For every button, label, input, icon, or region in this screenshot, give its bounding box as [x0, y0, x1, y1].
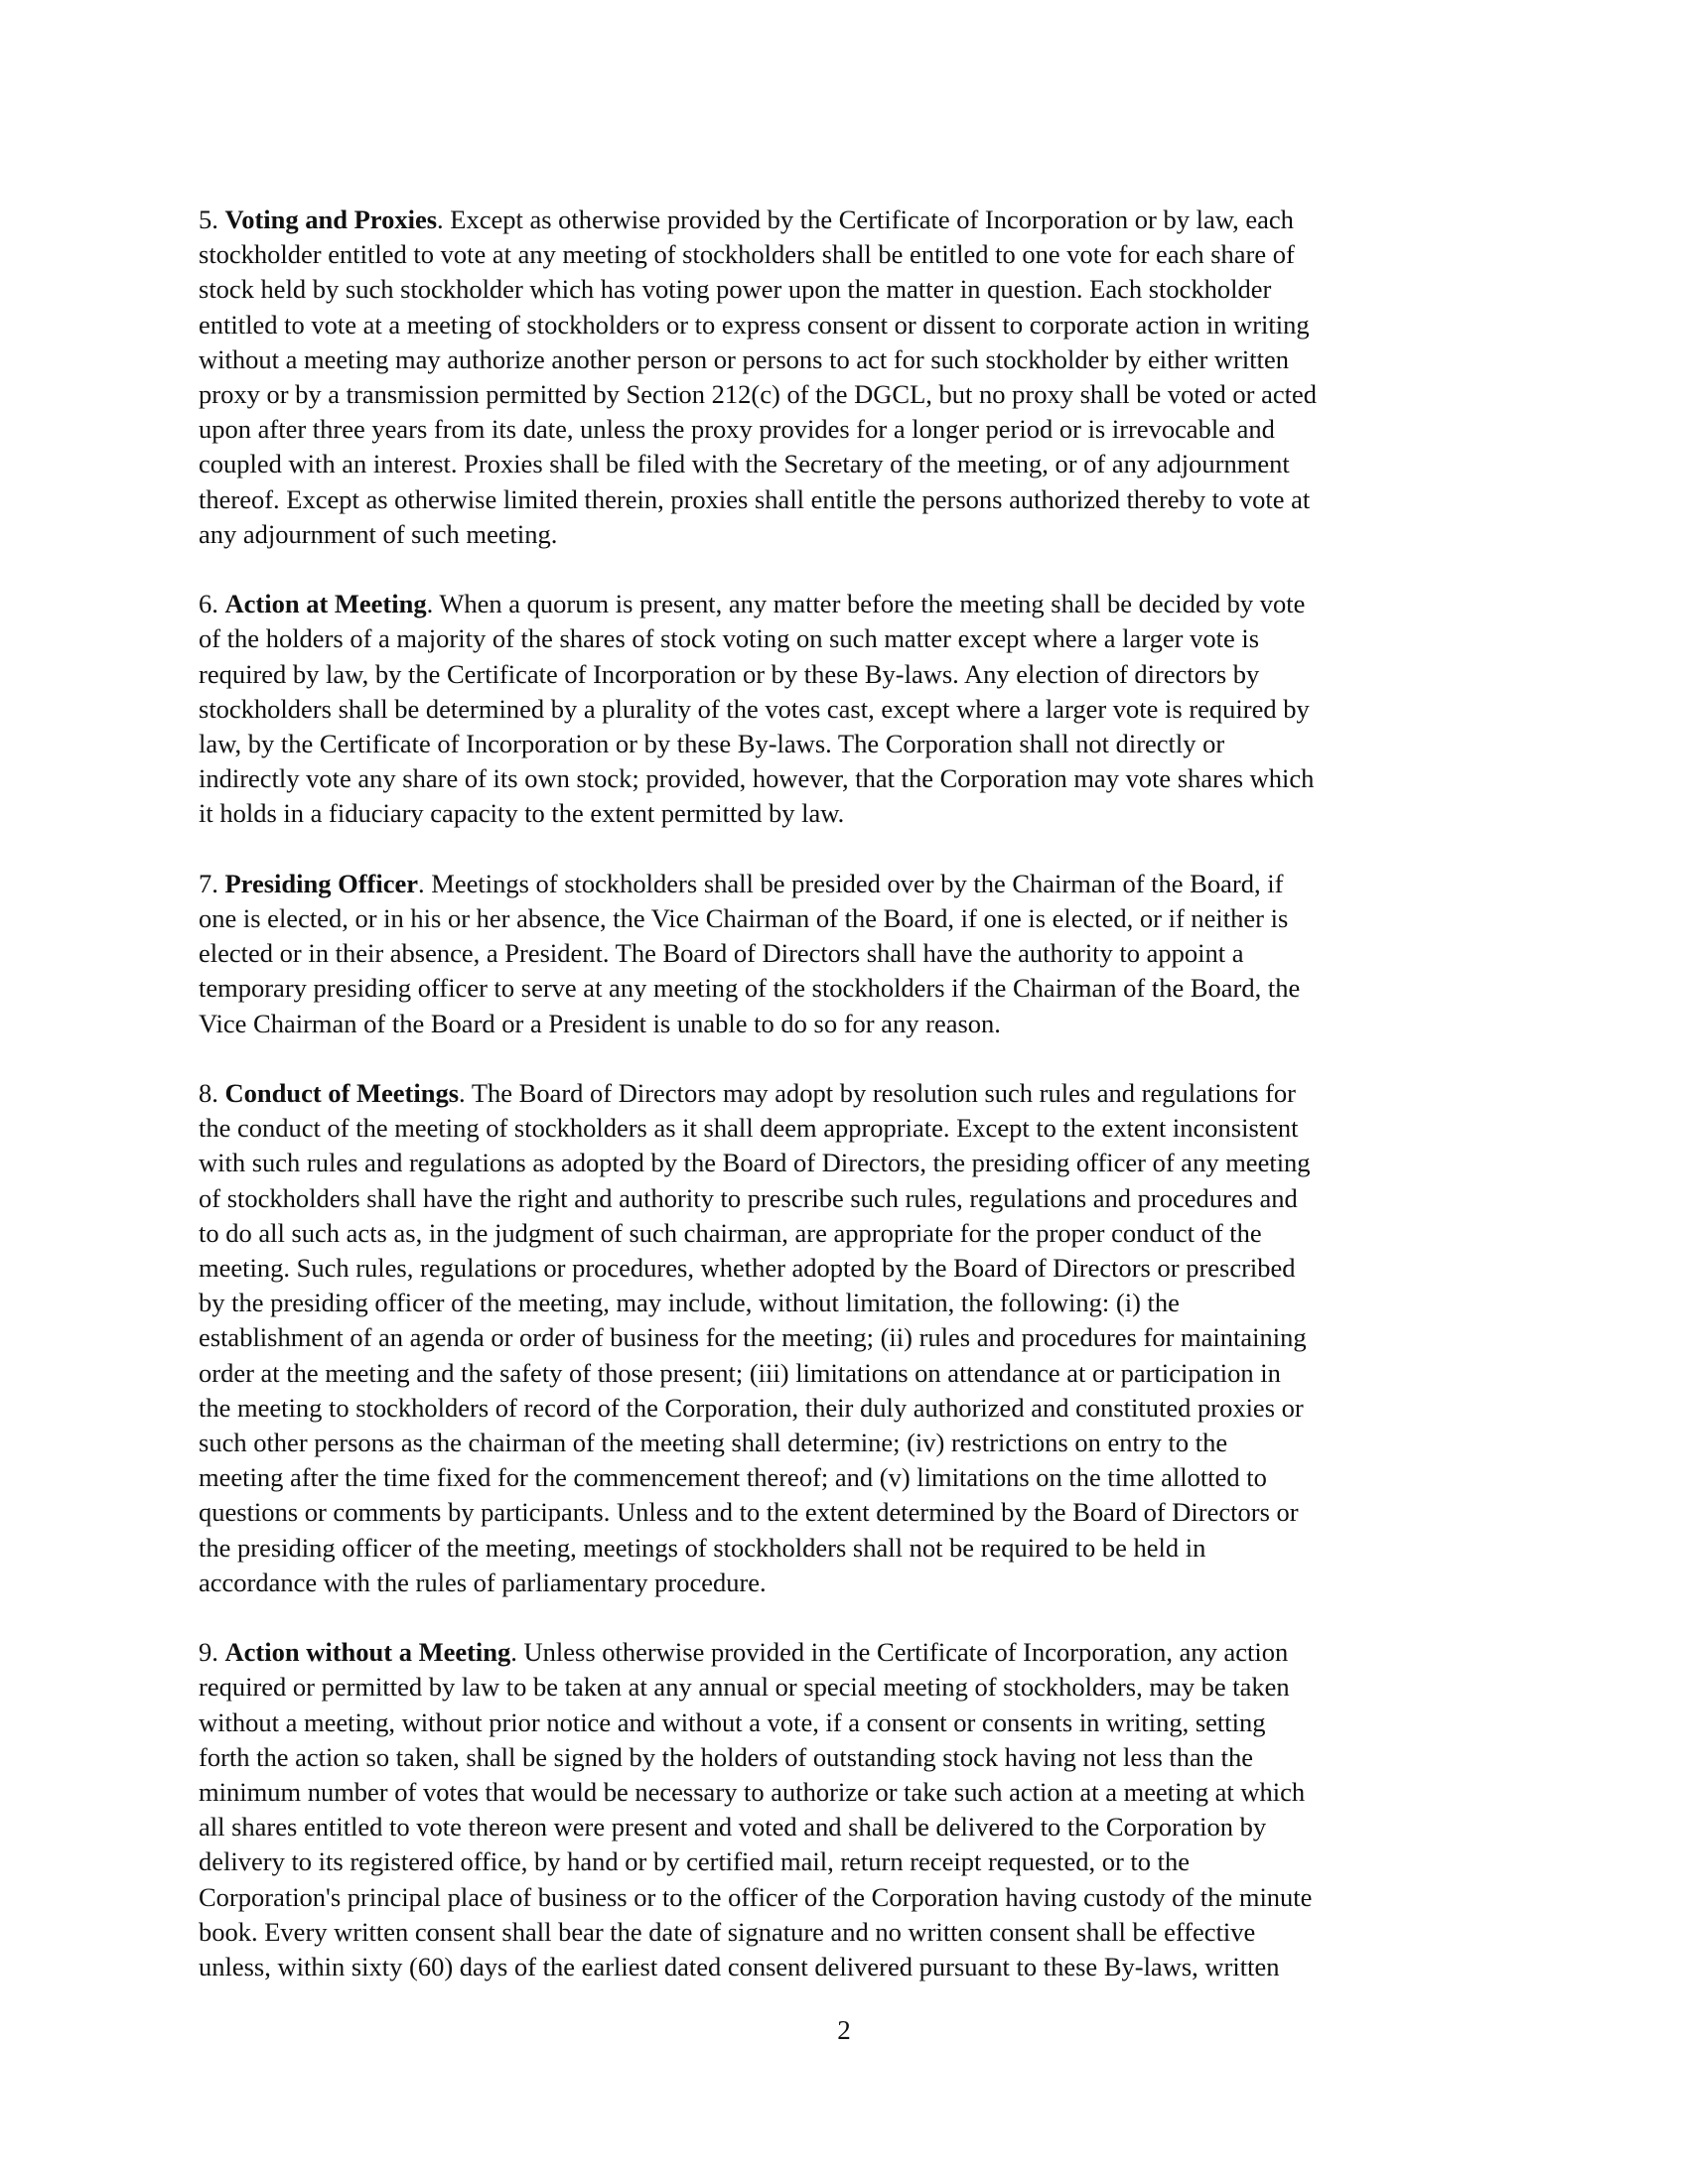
page-number: 2	[837, 2015, 851, 2045]
paragraph-line: questions or comments by participants. Unless and to the extent determined by the Board of Directors or	[199, 1497, 1299, 1528]
section-8-conduct-of-meetings	[199, 1076, 1499, 1600]
paragraph-line: meeting. Such rules, regulations or procedures, whether adopted by the Board of Directors or prescribed	[199, 1253, 1296, 1284]
paragraph-line: 9. Action without a Meeting. Unless otherwise provided in the Certificate of Incorporation, any action	[199, 1637, 1289, 1668]
paragraph-line: indirectly vote any share of its own stock; provided, however, that the Corporation may vote shares which	[199, 763, 1315, 794]
section-5-voting-and-proxies	[199, 203, 1499, 552]
paragraph-line: law, by the Certificate of Incorporation or by these By-laws. The Corporation shall not directly or	[199, 729, 1225, 759]
paragraph-line: meeting after the time fixed for the commencement thereof; and (v) limitations on the time allotted to	[199, 1462, 1267, 1493]
paragraph-line: all shares entitled to vote thereon were present and voted and shall be delivered to the Corporation by	[199, 1812, 1267, 1843]
paragraph-line: upon after three years from its date, unless the proxy provides for a longer period or is irrevocable and	[199, 414, 1275, 445]
paragraph-line: 6. Action at Meeting. When a quorum is present, any matter before the meeting shall be decided by vote	[199, 589, 1306, 619]
paragraph-line: without a meeting, without prior notice and without a vote, if a consent or consents in writing, setting	[199, 1706, 1266, 1737]
paragraph-line: thereof. Except as otherwise limited therein, proxies shall entitle the persons authorized thereby to vote at	[199, 483, 1311, 514]
section-7-presiding-officer	[199, 867, 1499, 1041]
paragraph-line: entitled to vote at a meeting of stockholders or to express consent or dissent to corporate action in writing	[199, 309, 1310, 340]
paragraph-line: coupled with an interest. Proxies shall be filed with the Secretary of the meeting, or of any adjournment	[199, 449, 1290, 479]
section-heading: Action without a Meeting	[224, 1637, 511, 1668]
paragraph-line: proxy or by a transmission permitted by Section 212(c) of the DGCL, but no proxy shall be voted or acted	[199, 379, 1318, 410]
paragraph-line: one is elected, or in his or her absence, the Vice Chairman of the Board, if one is elected, or if neither is	[199, 903, 1289, 934]
paragraph-line: required by law, by the Certificate of Incorporation or by these By-laws. Any election of directors by	[199, 658, 1260, 689]
paragraph-line: accordance with the rules of parliamentary procedure.	[199, 1567, 767, 1597]
paragraph-line: temporary presiding officer to serve at any meeting of the stockholders if the Chairman of the Board, the	[199, 973, 1301, 1004]
paragraph-line: the presiding officer of the meeting, meetings of stockholders shall not be required to be held in	[199, 1532, 1206, 1563]
paragraph-line: any adjournment of such meeting.	[199, 518, 558, 549]
paragraph-line: stockholders shall be determined by a plurality of the votes cast, except where a larger vote is required by	[199, 693, 1310, 724]
paragraph-line: 7. Presiding Officer. Meetings of stockholders shall be presided over by the Chairman of the Board, if	[199, 868, 1284, 898]
paragraph-line: stockholder entitled to vote at any meeting of stockholders shall be entitled to one vote for each share of	[199, 239, 1295, 270]
section-heading: Action at Meeting	[224, 589, 427, 619]
paragraph-line: 5. Voting and Proxies. Except as otherwise provided by the Certificate of Incorporation or by law, each	[199, 205, 1294, 234]
paragraph-line: unless, within sixty (60) days of the earliest dated consent delivered pursuant to these By-laws, written	[199, 1952, 1280, 1982]
paragraph-line: order at the meeting and the safety of those present; (iii) limitations on attendance at or participation in	[199, 1357, 1281, 1388]
section-number: 5.	[199, 205, 218, 234]
paragraph-line: the conduct of the meeting of stockholders as it shall deem appropriate. Except to the extent inconsistent	[199, 1113, 1299, 1144]
paragraph-line: establishment of an agenda or order of business for the meeting; (ii) rules and procedures for maintaining	[199, 1322, 1307, 1353]
paragraph-line: of stockholders shall have the right and authority to prescribe such rules, regulations and procedures and	[199, 1182, 1298, 1213]
section-number: 7.	[199, 868, 218, 898]
paragraph-line: by the presiding officer of the meeting, may include, without limitation, the following: (i) the	[199, 1288, 1180, 1318]
paragraph-line: Vice Chairman of the Board or a President is unable to do so for any reason.	[199, 1008, 1001, 1038]
section-heading: Voting and Proxies	[224, 205, 438, 234]
paragraph-line: with such rules and regulations as adopted by the Board of Directors, the presiding officer of any meeting	[199, 1148, 1311, 1178]
paragraph-line: 8. Conduct of Meetings. The Board of Directors may adopt by resolution such rules and regulations for	[199, 1078, 1296, 1109]
paragraph-line: elected or in their absence, a President. The Board of Directors shall have the authority to appoint a	[199, 938, 1244, 969]
paragraph-line: stock held by such stockholder which has voting power upon the matter in question. Each stockholder	[199, 274, 1272, 305]
paragraph-line: to do all such acts as, in the judgment of such chairman, are appropriate for the proper conduct of the	[199, 1217, 1262, 1248]
paragraph-line: delivery to its registered office, by hand or by certified mail, return receipt requested, or to the	[199, 1846, 1191, 1877]
section-number: 6.	[199, 589, 218, 619]
paragraph-line: the meeting to stockholders of record of the Corporation, their duly authorized and constituted proxies or	[199, 1392, 1304, 1423]
paragraph-line: book. Every written consent shall bear the date of signature and no written consent shall be effective	[199, 1916, 1256, 1947]
paragraph-line: such other persons as the chairman of the meeting shall determine; (iv) restrictions on entry to the	[199, 1428, 1228, 1458]
paragraph-line: Corporation's principal place of business or to the officer of the Corporation having custody of the minute	[199, 1881, 1313, 1912]
paragraph-line: forth the action so taken, shall be signed by the holders of outstanding stock having not less than the	[199, 1741, 1254, 1772]
paragraph-line: required or permitted by law to be taken at any annual or special meeting of stockholders, may be taken	[199, 1672, 1290, 1703]
paragraph-line: it holds in a fiduciary capacity to the extent permitted by law.	[199, 798, 845, 829]
section-number: 8.	[199, 1078, 218, 1109]
paragraph-line: without a meeting may authorize another person or persons to act for such stockholder by either written	[199, 343, 1289, 374]
section-9-action-without-a-meeting	[199, 1635, 1499, 1984]
paragraph-line: minimum number of votes that would be necessary to authorize or take such action at a meeting at which	[199, 1777, 1306, 1808]
section-heading: Presiding Officer	[224, 868, 419, 898]
document-body	[199, 203, 1499, 2019]
section-6-action-at-meeting	[199, 587, 1499, 831]
section-heading: Conduct of Meetings	[224, 1078, 460, 1109]
section-number: 9.	[199, 1637, 218, 1668]
paragraph-line: of the holders of a majority of the shares of stock voting on such matter except where a larger vote is	[199, 623, 1260, 654]
